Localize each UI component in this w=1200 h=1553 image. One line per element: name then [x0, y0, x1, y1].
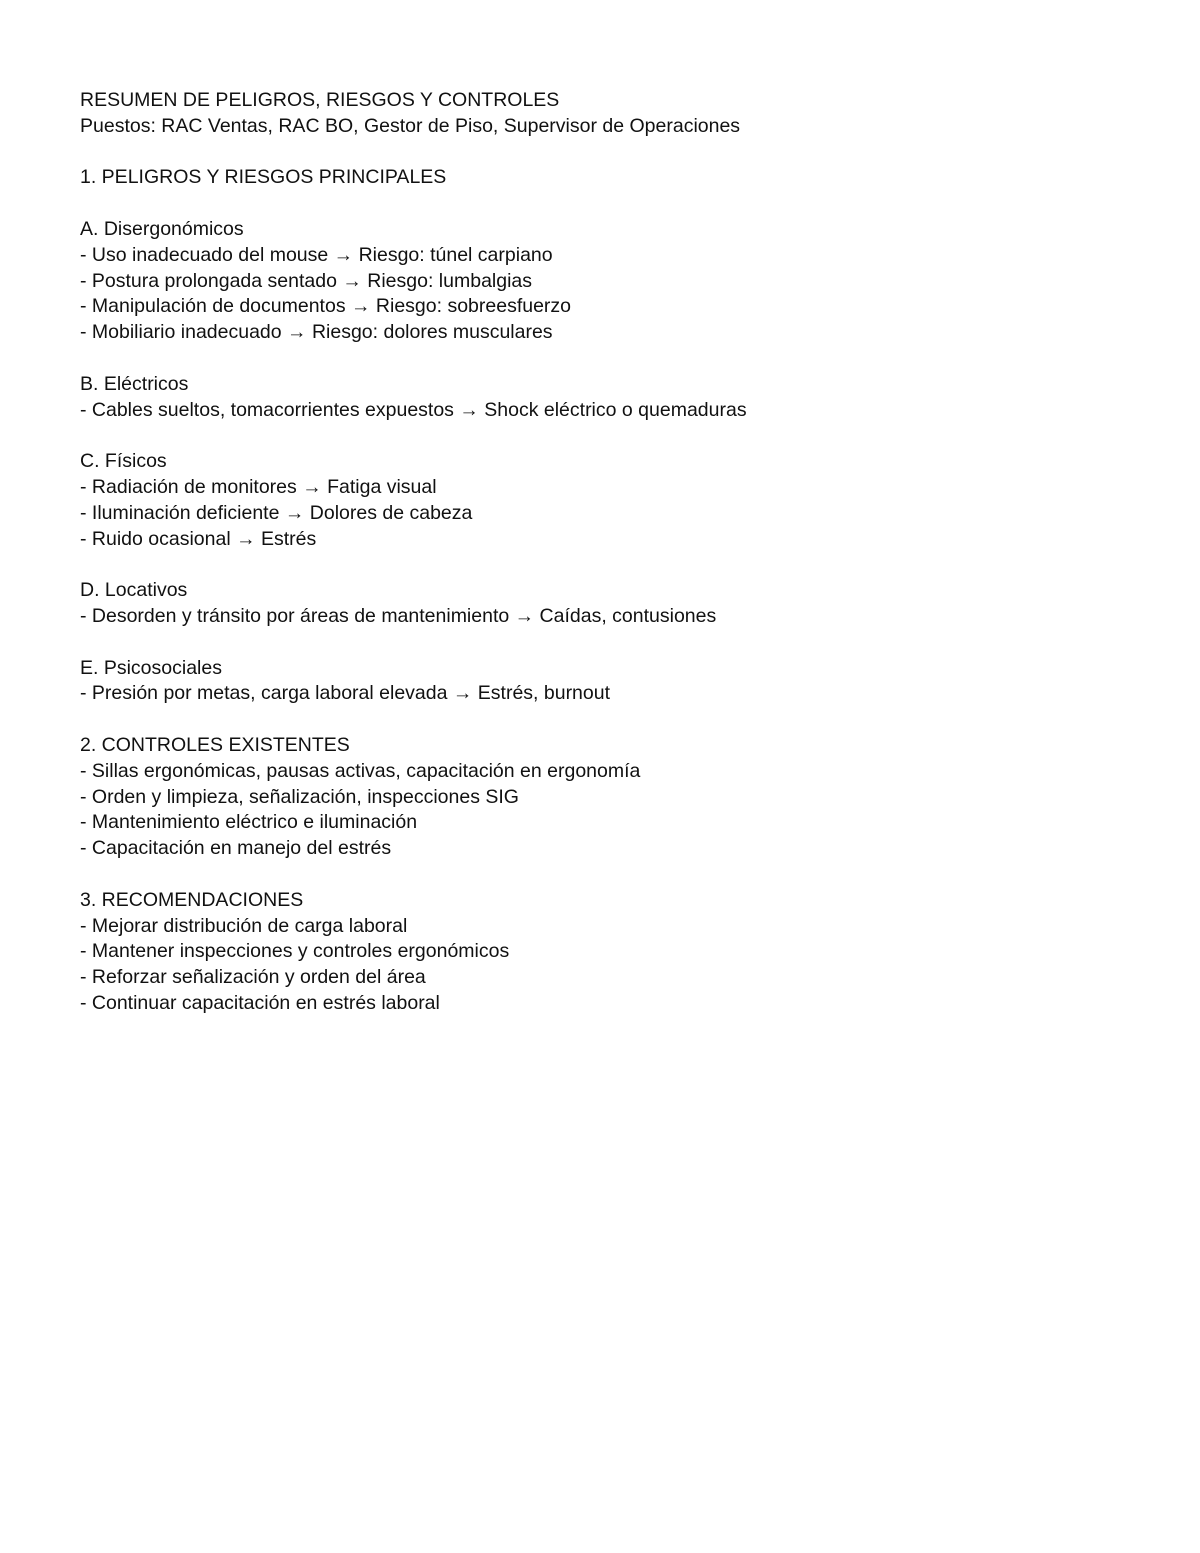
list-item: - Cables sueltos, tomacorrientes expuestos → Shock eléctrico o quemaduras: [80, 398, 747, 421]
list-item: - Continuar capacitación en estrés laboral: [80, 991, 440, 1014]
section-2-heading: 2. CONTROLES EXISTENTES: [80, 733, 350, 756]
spacer: [80, 140, 1140, 166]
subsection-a-heading: A. Disergonómicos: [80, 217, 244, 240]
subsection-b-heading: B. Eléctricos: [80, 372, 189, 395]
spacer: [80, 707, 1140, 733]
list-item: - Presión por metas, carga laboral elevada → Estrés, burnout: [80, 682, 611, 705]
list-item: - Capacitación en manejo del estrés: [80, 837, 392, 860]
list-item: - Manipulación de documentos → Riesgo: sobreesfuerzo: [80, 295, 572, 318]
list-item: - Uso inadecuado del mouse → Riesgo: túnel carpiano: [80, 243, 553, 266]
subsection-e-heading: E. Psicosociales: [80, 656, 222, 679]
spacer: [80, 423, 1140, 449]
list-item: - Desorden y tránsito por áreas de mantenimiento → Caídas, contusiones: [80, 604, 717, 627]
spacer: [80, 630, 1140, 656]
list-item: - Radiación de monitores → Fatiga visual: [80, 475, 437, 498]
list-item: - Iluminación deficiente → Dolores de cabeza: [80, 501, 473, 524]
subsection-c-heading: C. Físicos: [80, 450, 167, 473]
spacer: [80, 191, 1140, 217]
list-item: - Mejorar distribución de carga laboral: [80, 914, 408, 937]
list-item: - Mantenimiento eléctrico e iluminación: [80, 811, 418, 834]
list-item: - Mantener inspecciones y controles ergonómicos: [80, 940, 510, 963]
list-item: - Orden y limpieza, señalización, inspecciones SIG: [80, 785, 519, 808]
document-title: RESUMEN DE PELIGROS, RIESGOS Y CONTROLES: [80, 89, 560, 111]
list-item: - Mobiliario inadecuado → Riesgo: dolores musculares: [80, 321, 553, 344]
document-page: [80, 88, 1140, 1017]
list-item: - Sillas ergonómicas, pausas activas, capacitación en ergonomía: [80, 759, 641, 782]
list-item: - Ruido ocasional → Estrés: [80, 527, 317, 550]
section-3-heading: 3. RECOMENDACIONES: [80, 888, 304, 911]
section-1-heading: 1. PELIGROS Y RIESGOS PRINCIPALES: [80, 166, 447, 189]
spacer: [80, 346, 1140, 372]
spacer: [80, 552, 1140, 578]
document-subtitle: Puestos: RAC Ventas, RAC BO, Gestor de Piso, Supervisor de Operaciones: [80, 114, 741, 137]
spacer: [80, 862, 1140, 888]
list-item: - Reforzar señalización y orden del área: [80, 966, 426, 989]
subsection-d-heading: D. Locativos: [80, 579, 188, 602]
list-item: - Postura prolongada sentado → Riesgo: lumbalgias: [80, 269, 533, 292]
